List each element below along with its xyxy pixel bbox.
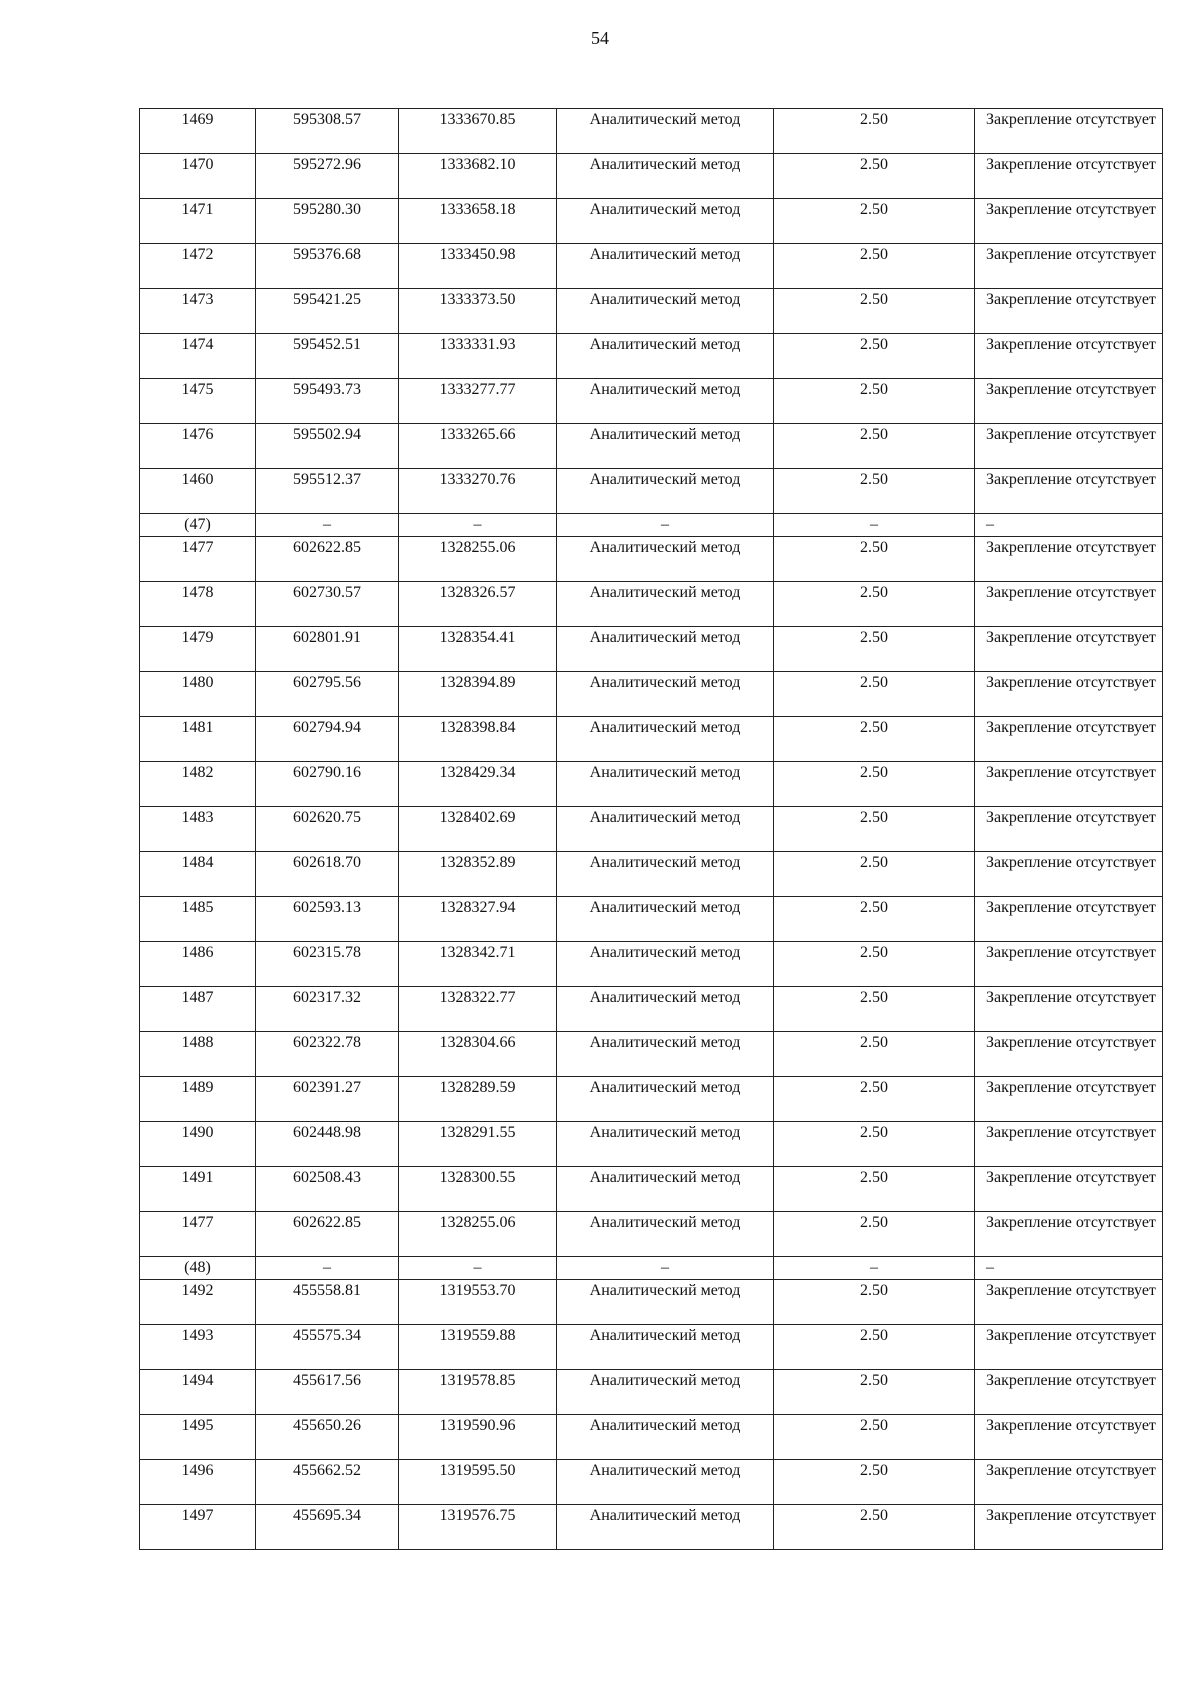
x-coordinate-cell: 595452.51	[256, 334, 399, 379]
method-cell: Аналитический метод	[557, 469, 774, 514]
y-coordinate-cell: 1328291.55	[399, 1122, 557, 1167]
x-coordinate-cell: 602322.78	[256, 1032, 399, 1077]
y-coordinate-cell: 1328289.59	[399, 1077, 557, 1122]
point-number-cell: 1494	[140, 1370, 256, 1415]
fixation-cell: Закрепление отсутствует	[975, 537, 1163, 582]
fixation-cell: Закрепление отсутствует	[975, 199, 1163, 244]
method-cell: –	[557, 514, 774, 537]
point-number-cell: 1485	[140, 897, 256, 942]
error-cell: –	[774, 514, 975, 537]
method-cell: Аналитический метод	[557, 717, 774, 762]
error-cell: 2.50	[774, 1077, 975, 1122]
page-number: 54	[591, 28, 609, 48]
y-coordinate-cell: 1328354.41	[399, 627, 557, 672]
fixation-cell: Закрепление отсутствует	[975, 109, 1163, 154]
point-number-cell: 1487	[140, 987, 256, 1032]
error-cell: 2.50	[774, 154, 975, 199]
point-number-cell: 1479	[140, 627, 256, 672]
table-row	[140, 1212, 1163, 1257]
y-coordinate-cell: 1328255.06	[399, 537, 557, 582]
error-cell: 2.50	[774, 852, 975, 897]
error-cell: 2.50	[774, 1325, 975, 1370]
point-number-cell: 1496	[140, 1460, 256, 1505]
method-cell: Аналитический метод	[557, 1460, 774, 1505]
table-row	[140, 627, 1163, 672]
y-coordinate-cell: 1333658.18	[399, 199, 557, 244]
point-number-cell: (47)	[140, 514, 256, 537]
method-cell: Аналитический метод	[557, 672, 774, 717]
table-row	[140, 762, 1163, 807]
point-number-cell: 1471	[140, 199, 256, 244]
table-row	[140, 942, 1163, 987]
point-number-cell: 1473	[140, 289, 256, 334]
x-coordinate-cell: 602622.85	[256, 1212, 399, 1257]
method-cell: Аналитический метод	[557, 1077, 774, 1122]
fixation-cell: Закрепление отсутствует	[975, 582, 1163, 627]
table-row	[140, 1167, 1163, 1212]
table-row	[140, 289, 1163, 334]
method-cell: Аналитический метод	[557, 537, 774, 582]
y-coordinate-cell: 1328322.77	[399, 987, 557, 1032]
y-coordinate-cell: 1333331.93	[399, 334, 557, 379]
y-coordinate-cell: 1333277.77	[399, 379, 557, 424]
table-row	[140, 807, 1163, 852]
fixation-cell: Закрепление отсутствует	[975, 1370, 1163, 1415]
x-coordinate-cell: 455558.81	[256, 1280, 399, 1325]
x-coordinate-cell: 455650.26	[256, 1415, 399, 1460]
y-coordinate-cell: 1328300.55	[399, 1167, 557, 1212]
x-coordinate-cell: 595376.68	[256, 244, 399, 289]
point-number-cell: 1488	[140, 1032, 256, 1077]
error-cell: 2.50	[774, 672, 975, 717]
method-cell: Аналитический метод	[557, 424, 774, 469]
error-cell: 2.50	[774, 627, 975, 672]
y-coordinate-cell: 1333373.50	[399, 289, 557, 334]
x-coordinate-cell: 595280.30	[256, 199, 399, 244]
table-row	[140, 1325, 1163, 1370]
x-coordinate-cell: 602391.27	[256, 1077, 399, 1122]
table-separator-row	[140, 1257, 1163, 1280]
table-row	[140, 717, 1163, 762]
fixation-cell: Закрепление отсутствует	[975, 717, 1163, 762]
y-coordinate-cell: 1333270.76	[399, 469, 557, 514]
error-cell: 2.50	[774, 1505, 975, 1550]
table-row	[140, 852, 1163, 897]
error-cell: –	[774, 1257, 975, 1280]
fixation-cell: Закрепление отсутствует	[975, 379, 1163, 424]
method-cell: Аналитический метод	[557, 1212, 774, 1257]
y-coordinate-cell: 1328402.69	[399, 807, 557, 852]
table-row	[140, 1280, 1163, 1325]
y-coordinate-cell: 1328342.71	[399, 942, 557, 987]
y-coordinate-cell: 1328398.84	[399, 717, 557, 762]
table-row	[140, 1370, 1163, 1415]
x-coordinate-cell: 455695.34	[256, 1505, 399, 1550]
y-coordinate-cell: 1333682.10	[399, 154, 557, 199]
table-row	[140, 582, 1163, 627]
method-cell: Аналитический метод	[557, 334, 774, 379]
fixation-cell: Закрепление отсутствует	[975, 852, 1163, 897]
method-cell: Аналитический метод	[557, 1325, 774, 1370]
point-number-cell: 1484	[140, 852, 256, 897]
y-coordinate-cell: 1319553.70	[399, 1280, 557, 1325]
error-cell: 2.50	[774, 582, 975, 627]
fixation-cell: Закрепление отсутствует	[975, 627, 1163, 672]
error-cell: 2.50	[774, 762, 975, 807]
x-coordinate-cell: 595308.57	[256, 109, 399, 154]
y-coordinate-cell: 1319578.85	[399, 1370, 557, 1415]
method-cell: Аналитический метод	[557, 1505, 774, 1550]
y-coordinate-cell: 1319559.88	[399, 1325, 557, 1370]
y-coordinate-cell: 1319576.75	[399, 1505, 557, 1550]
y-coordinate-cell: 1328327.94	[399, 897, 557, 942]
fixation-cell: –	[975, 514, 1163, 537]
error-cell: 2.50	[774, 942, 975, 987]
coordinates-table-body	[140, 109, 1163, 1550]
method-cell: Аналитический метод	[557, 1167, 774, 1212]
error-cell: 2.50	[774, 987, 975, 1032]
x-coordinate-cell: 595512.37	[256, 469, 399, 514]
x-coordinate-cell: 602317.32	[256, 987, 399, 1032]
point-number-cell: 1486	[140, 942, 256, 987]
fixation-cell: Закрепление отсутствует	[975, 897, 1163, 942]
method-cell: Аналитический метод	[557, 627, 774, 672]
fixation-cell: Закрепление отсутствует	[975, 1032, 1163, 1077]
x-coordinate-cell: 602620.75	[256, 807, 399, 852]
x-coordinate-cell: –	[256, 514, 399, 537]
method-cell: Аналитический метод	[557, 582, 774, 627]
method-cell: Аналитический метод	[557, 154, 774, 199]
x-coordinate-cell: 602730.57	[256, 582, 399, 627]
fixation-cell: –	[975, 1257, 1163, 1280]
y-coordinate-cell: –	[399, 1257, 557, 1280]
fixation-cell: Закрепление отсутствует	[975, 334, 1163, 379]
x-coordinate-cell: 602618.70	[256, 852, 399, 897]
table-row	[140, 1032, 1163, 1077]
point-number-cell: 1489	[140, 1077, 256, 1122]
table-row	[140, 244, 1163, 289]
x-coordinate-cell: –	[256, 1257, 399, 1280]
error-cell: 2.50	[774, 379, 975, 424]
x-coordinate-cell: 602315.78	[256, 942, 399, 987]
point-number-cell: 1490	[140, 1122, 256, 1167]
table-row	[140, 109, 1163, 154]
fixation-cell: Закрепление отсутствует	[975, 1415, 1163, 1460]
error-cell: 2.50	[774, 1370, 975, 1415]
fixation-cell: Закрепление отсутствует	[975, 1505, 1163, 1550]
point-number-cell: 1481	[140, 717, 256, 762]
fixation-cell: Закрепление отсутствует	[975, 1280, 1163, 1325]
method-cell: Аналитический метод	[557, 244, 774, 289]
fixation-cell: Закрепление отсутствует	[975, 1167, 1163, 1212]
point-number-cell: 1492	[140, 1280, 256, 1325]
x-coordinate-cell: 602794.94	[256, 717, 399, 762]
error-cell: 2.50	[774, 199, 975, 244]
method-cell: Аналитический метод	[557, 852, 774, 897]
x-coordinate-cell: 455662.52	[256, 1460, 399, 1505]
method-cell: Аналитический метод	[557, 897, 774, 942]
y-coordinate-cell: 1333450.98	[399, 244, 557, 289]
point-number-cell: 1470	[140, 154, 256, 199]
table-separator-row	[140, 514, 1163, 537]
x-coordinate-cell: 602593.13	[256, 897, 399, 942]
error-cell: 2.50	[774, 1167, 975, 1212]
error-cell: 2.50	[774, 717, 975, 762]
method-cell: Аналитический метод	[557, 379, 774, 424]
y-coordinate-cell: 1328326.57	[399, 582, 557, 627]
y-coordinate-cell: 1333265.66	[399, 424, 557, 469]
error-cell: 2.50	[774, 109, 975, 154]
point-number-cell: 1477	[140, 537, 256, 582]
table-row	[140, 897, 1163, 942]
x-coordinate-cell: 602795.56	[256, 672, 399, 717]
point-number-cell: 1477	[140, 1212, 256, 1257]
x-coordinate-cell: 602508.43	[256, 1167, 399, 1212]
table-row	[140, 154, 1163, 199]
table-row	[140, 537, 1163, 582]
point-number-cell: 1483	[140, 807, 256, 852]
table-row	[140, 672, 1163, 717]
table-row	[140, 1122, 1163, 1167]
point-number-cell: 1472	[140, 244, 256, 289]
point-number-cell: 1476	[140, 424, 256, 469]
method-cell: Аналитический метод	[557, 109, 774, 154]
point-number-cell: 1493	[140, 1325, 256, 1370]
error-cell: 2.50	[774, 897, 975, 942]
method-cell: Аналитический метод	[557, 987, 774, 1032]
x-coordinate-cell: 602448.98	[256, 1122, 399, 1167]
table-row	[140, 424, 1163, 469]
point-number-cell: (48)	[140, 1257, 256, 1280]
table-row	[140, 1415, 1163, 1460]
method-cell: Аналитический метод	[557, 807, 774, 852]
x-coordinate-cell: 595493.73	[256, 379, 399, 424]
method-cell: Аналитический метод	[557, 762, 774, 807]
error-cell: 2.50	[774, 1460, 975, 1505]
method-cell: Аналитический метод	[557, 289, 774, 334]
table-row	[140, 334, 1163, 379]
fixation-cell: Закрепление отсутствует	[975, 424, 1163, 469]
fixation-cell: Закрепление отсутствует	[975, 1122, 1163, 1167]
method-cell: Аналитический метод	[557, 1280, 774, 1325]
error-cell: 2.50	[774, 244, 975, 289]
table-row	[140, 987, 1163, 1032]
y-coordinate-cell: 1319595.50	[399, 1460, 557, 1505]
fixation-cell: Закрепление отсутствует	[975, 469, 1163, 514]
table-row	[140, 379, 1163, 424]
method-cell: Аналитический метод	[557, 1370, 774, 1415]
fixation-cell: Закрепление отсутствует	[975, 942, 1163, 987]
error-cell: 2.50	[774, 289, 975, 334]
y-coordinate-cell: 1328352.89	[399, 852, 557, 897]
method-cell: Аналитический метод	[557, 1032, 774, 1077]
point-number-cell: 1482	[140, 762, 256, 807]
y-coordinate-cell: 1333670.85	[399, 109, 557, 154]
y-coordinate-cell: 1319590.96	[399, 1415, 557, 1460]
method-cell: Аналитический метод	[557, 199, 774, 244]
point-number-cell: 1475	[140, 379, 256, 424]
coordinates-table	[139, 108, 1163, 1550]
table-row	[140, 1077, 1163, 1122]
table-row	[140, 1505, 1163, 1550]
table-row	[140, 469, 1163, 514]
x-coordinate-cell: 602622.85	[256, 537, 399, 582]
x-coordinate-cell: 455575.34	[256, 1325, 399, 1370]
point-number-cell: 1469	[140, 109, 256, 154]
method-cell: Аналитический метод	[557, 1415, 774, 1460]
error-cell: 2.50	[774, 424, 975, 469]
fixation-cell: Закрепление отсутствует	[975, 1325, 1163, 1370]
x-coordinate-cell: 595421.25	[256, 289, 399, 334]
fixation-cell: Закрепление отсутствует	[975, 672, 1163, 717]
method-cell: –	[557, 1257, 774, 1280]
point-number-cell: 1480	[140, 672, 256, 717]
error-cell: 2.50	[774, 469, 975, 514]
fixation-cell: Закрепление отсутствует	[975, 244, 1163, 289]
error-cell: 2.50	[774, 1415, 975, 1460]
error-cell: 2.50	[774, 1122, 975, 1167]
fixation-cell: Закрепление отсутствует	[975, 154, 1163, 199]
y-coordinate-cell: 1328304.66	[399, 1032, 557, 1077]
fixation-cell: Закрепление отсутствует	[975, 762, 1163, 807]
fixation-cell: Закрепление отсутствует	[975, 807, 1163, 852]
error-cell: 2.50	[774, 807, 975, 852]
error-cell: 2.50	[774, 334, 975, 379]
fixation-cell: Закрепление отсутствует	[975, 987, 1163, 1032]
error-cell: 2.50	[774, 1032, 975, 1077]
x-coordinate-cell: 602790.16	[256, 762, 399, 807]
error-cell: 2.50	[774, 1280, 975, 1325]
error-cell: 2.50	[774, 1212, 975, 1257]
x-coordinate-cell: 602801.91	[256, 627, 399, 672]
y-coordinate-cell: 1328394.89	[399, 672, 557, 717]
fixation-cell: Закрепление отсутствует	[975, 289, 1163, 334]
y-coordinate-cell: –	[399, 514, 557, 537]
table-row	[140, 199, 1163, 244]
point-number-cell: 1495	[140, 1415, 256, 1460]
table-row	[140, 1460, 1163, 1505]
point-number-cell: 1497	[140, 1505, 256, 1550]
fixation-cell: Закрепление отсутствует	[975, 1460, 1163, 1505]
method-cell: Аналитический метод	[557, 942, 774, 987]
fixation-cell: Закрепление отсутствует	[975, 1212, 1163, 1257]
x-coordinate-cell: 455617.56	[256, 1370, 399, 1415]
fixation-cell: Закрепление отсутствует	[975, 1077, 1163, 1122]
x-coordinate-cell: 595272.96	[256, 154, 399, 199]
point-number-cell: 1460	[140, 469, 256, 514]
method-cell: Аналитический метод	[557, 1122, 774, 1167]
point-number-cell: 1474	[140, 334, 256, 379]
y-coordinate-cell: 1328429.34	[399, 762, 557, 807]
point-number-cell: 1491	[140, 1167, 256, 1212]
x-coordinate-cell: 595502.94	[256, 424, 399, 469]
y-coordinate-cell: 1328255.06	[399, 1212, 557, 1257]
point-number-cell: 1478	[140, 582, 256, 627]
error-cell: 2.50	[774, 537, 975, 582]
